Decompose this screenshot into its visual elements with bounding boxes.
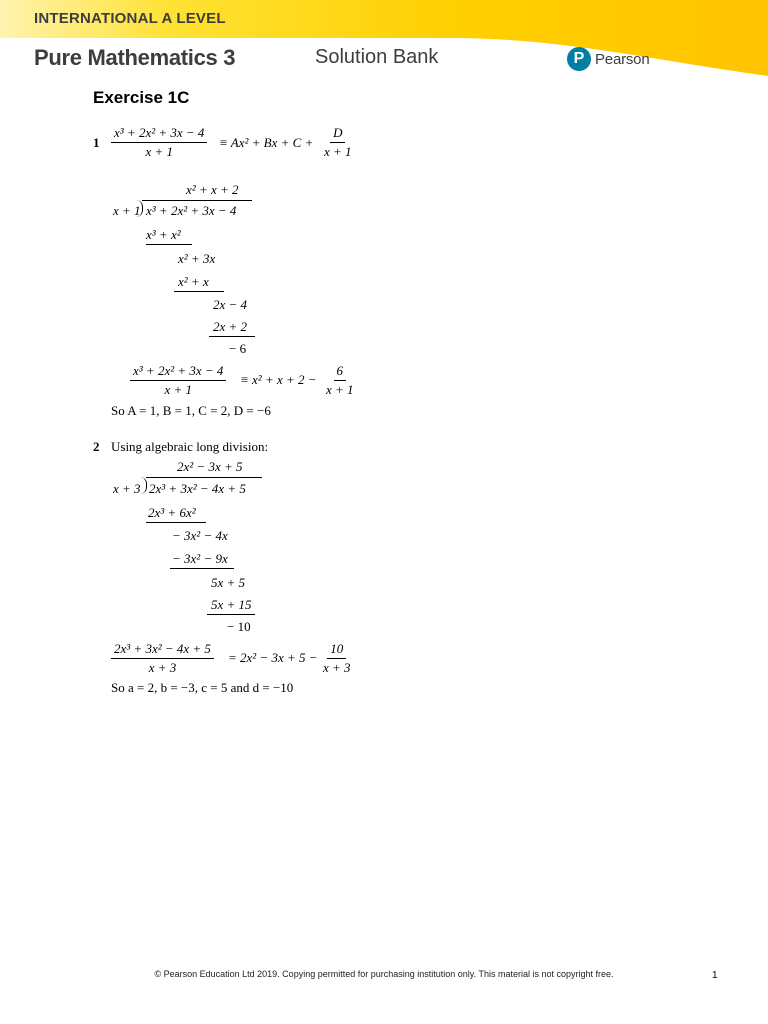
fraction-numerator: D (330, 125, 345, 143)
division-step: − 3x² − 4x (172, 528, 228, 543)
division-step: 5x + 5 (211, 575, 246, 590)
division-divisor: x + 3 (113, 481, 141, 496)
fraction-denominator: x + 3 (148, 660, 177, 675)
division-dividend: x³ + 2x² + 3x − 4 (146, 203, 237, 218)
banner-title: INTERNATIONAL A LEVEL (34, 10, 226, 27)
division-step: − 3x² − 9x (172, 551, 228, 566)
division-bar (146, 477, 262, 478)
fraction-numerator: x³ + 2x² + 3x − 4 (111, 125, 207, 143)
fraction-denominator: x + 1 (145, 144, 173, 159)
publisher-name: Pearson (595, 50, 650, 68)
subtraction-rule (174, 291, 224, 292)
fraction-denominator: x + 3 (323, 660, 351, 675)
division-step: x² + 3x (178, 251, 216, 266)
q2-result-lhs (111, 641, 214, 675)
fraction-numerator: 2x³ + 3x² − 4x + 5 (111, 641, 214, 659)
page-number: 1 (712, 970, 718, 981)
q1-identity-lhs (111, 125, 207, 159)
publisher-logo (567, 47, 649, 71)
fraction-denominator: x + 1 (164, 382, 192, 397)
division-bar (142, 200, 252, 201)
subject-title: Pure Mathematics 3 (34, 45, 236, 70)
question-number: 1 (93, 135, 100, 150)
division-step: 2x − 4 (213, 297, 248, 312)
q1-result-rhs: ≡ x² + x + 2 − (240, 372, 317, 387)
exercise-title: Exercise 1C (93, 88, 190, 107)
division-dividend: 2x³ + 3x² − 4x + 5 (149, 481, 246, 496)
pearson-logo-icon: P (567, 47, 591, 71)
division-quotient: x² + x + 2 (186, 182, 239, 197)
fraction-numerator: x³ + 2x² + 3x − 4 (130, 363, 226, 381)
subtraction-rule (209, 336, 255, 337)
fraction-numerator: 6 (334, 363, 347, 381)
division-divisor: x + 1 (113, 203, 141, 218)
subtraction-rule (170, 568, 234, 569)
fraction-numerator: 10 (327, 641, 346, 659)
subtraction-rule (207, 614, 255, 615)
q1-identity-fraction (324, 125, 352, 159)
fraction-denominator: x + 1 (324, 144, 352, 159)
division-step: x² + x (178, 274, 209, 289)
q1-identity-rhs: ≡ Ax² + Bx + C + (219, 135, 314, 150)
question-number: 2 (93, 439, 100, 454)
subtraction-rule (146, 522, 206, 523)
division-quotient: 2x² − 3x + 5 (177, 459, 243, 474)
q1-result-fraction (326, 363, 354, 397)
q2-conclusion: So a = 2, b = −3, c = 5 and d = −10 (111, 680, 294, 695)
division-bracket (140, 477, 147, 494)
division-remainder: − 10 (227, 619, 251, 634)
q2-intro: Using algebraic long division: (111, 439, 269, 454)
division-step: x³ + x² (146, 227, 181, 242)
q2-result-rhs: = 2x² − 3x + 5 − (228, 650, 318, 665)
copyright-notice: © Pearson Education Ltd 2019. Copying permitted for purchasing institution only. This material is not copyright free. (154, 969, 614, 979)
division-step: 5x + 15 (211, 597, 252, 612)
q1-conclusion: So A = 1, B = 1, C = 2, D = −6 (111, 403, 271, 418)
fraction-denominator: x + 1 (326, 382, 354, 397)
q2-result-fraction (323, 641, 351, 675)
division-remainder: − 6 (229, 341, 247, 356)
book-title: Solution Bank (315, 46, 439, 68)
division-step: 2x³ + 6x² (148, 505, 196, 520)
subtraction-rule (146, 244, 192, 245)
q1-result-lhs (130, 363, 226, 397)
division-step: 2x + 2 (213, 319, 248, 334)
